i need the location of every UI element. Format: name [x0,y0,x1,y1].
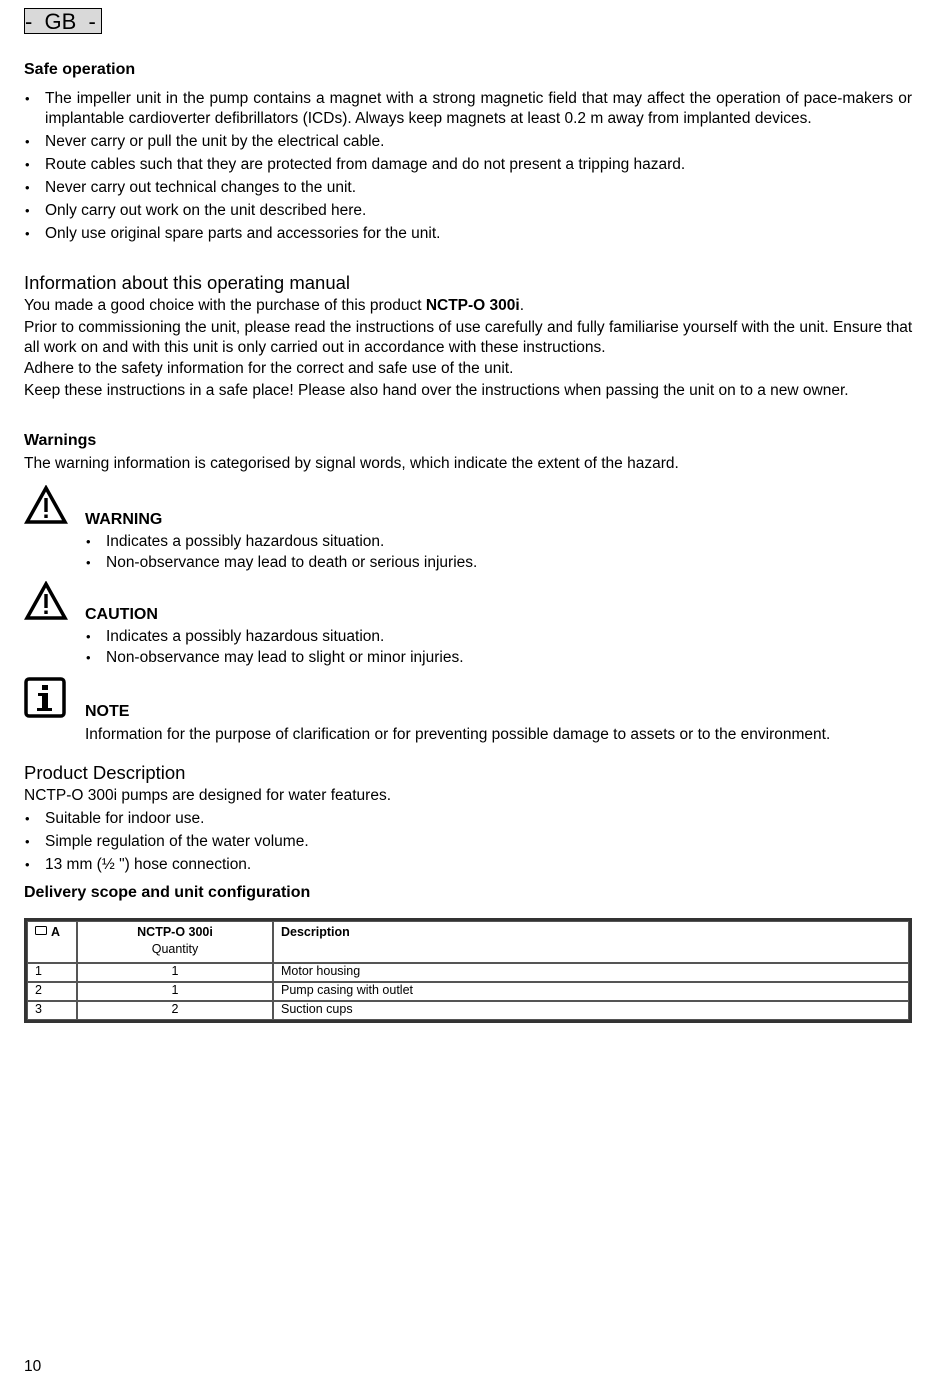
table-row [27,1001,909,1020]
list-item: • Never carry out technical changes to the unit. [24,178,912,198]
warning-title: WARNING [85,511,163,528]
language-tab: - GB - [24,8,102,34]
manual-para3: Keep these instructions in a safe place! Please also hand over the instructions when passing the unit on to a new owner. [24,382,849,399]
note-text: Information for the purpose of clarification or for preventing possible damage to assets or to the environment. [85,726,831,743]
product-name: NCTP-O 300i [425,297,520,314]
table-cell-pos: 1 [27,963,77,982]
delivery-scope-table [24,918,912,1023]
table-row [27,982,909,1001]
table-header-row [27,921,909,963]
caution-title: CAUTION [85,606,158,623]
list-item: • Only use original spare parts and accessories for the unit. [24,224,912,244]
product-description-heading: Product Description [24,762,186,783]
list-item: • Indicates a possibly hazardous situation. [85,627,905,647]
list-item: • Suitable for indoor use. [24,809,912,829]
warnings-heading: Warnings [24,432,97,449]
warning-list [85,532,905,576]
list-item: • Simple regulation of the water volume. [24,832,912,852]
table-cell-qty: 1 [77,982,273,1001]
list-item: • 13 mm (½ ") hose connection. [24,855,912,875]
list-item: • Non-observance may lead to death or serious injuries. [85,553,905,573]
warning-triangle-icon [24,581,68,621]
manual-para1: Prior to commissioning the unit, please read the instructions of use carefully and fully familiarise yourself with the unit. Ensure that all work on and with this unit is only carried out in accordance with these instructions. [24,319,913,356]
table-cell-pos: 3 [27,1001,77,1020]
delivery-scope-heading: Delivery scope and unit configuration [24,884,311,901]
product-features-list [24,809,912,878]
figure-box-icon [35,926,47,935]
list-item: • Route cables such that they are protected from damage and do not present a tripping hazard. [24,155,912,175]
list-item: • Never carry or pull the unit by the electrical cable. [24,132,912,152]
column-header-description: Description [273,921,909,963]
table-row [27,963,909,982]
column-header-sub: Quantity [151,942,199,956]
safe-operation-heading: Safe operation [24,61,136,78]
safe-operation-list [24,89,912,247]
table-cell-desc: Suction cups [273,1001,909,1020]
table-cell-desc: Motor housing [273,963,909,982]
table-cell-desc: Pump casing with outlet [273,982,909,1001]
column-header-product: NCTP-O 300i [137,925,213,939]
column-header-label: A [51,925,61,939]
warning-triangle-icon [24,485,68,525]
list-item: • Indicates a possibly hazardous situation. [85,532,905,552]
product-description-intro: NCTP-O 300i pumps are designed for water features. [24,787,392,804]
intro-suffix: . [519,297,525,314]
column-header-quantity [77,921,273,963]
warnings-intro: The warning information is categorised by signal words, which indicate the extent of the hazard. [24,455,679,472]
list-item: • The impeller unit in the pump contains a magnet with a strong magnetic field that may affect the operation of pace-makers or implantable cardioverter defibrillators (ICDs). Always keep magnets at least 0.2 m away from implanted devices. [24,89,912,128]
list-item: • Non-observance may lead to slight or minor injuries. [85,648,905,668]
table-cell-qty: 2 [77,1001,273,1020]
intro-prefix: You made a good choice with the purchase of this product [24,297,426,314]
note-title: NOTE [85,703,130,720]
page-number: 10 [24,1358,42,1375]
column-header-position [27,921,77,963]
table-cell-pos: 2 [27,982,77,1001]
table-cell-qty: 1 [77,963,273,982]
manual-info-heading: Information about this operating manual [24,272,351,293]
info-icon [24,677,68,717]
manual-para2: Adhere to the safety information for the correct and safe use of the unit. [24,360,514,377]
caution-list [85,627,905,671]
manual-intro [24,296,912,316]
list-item: • Only carry out work on the unit described here. [24,201,912,221]
